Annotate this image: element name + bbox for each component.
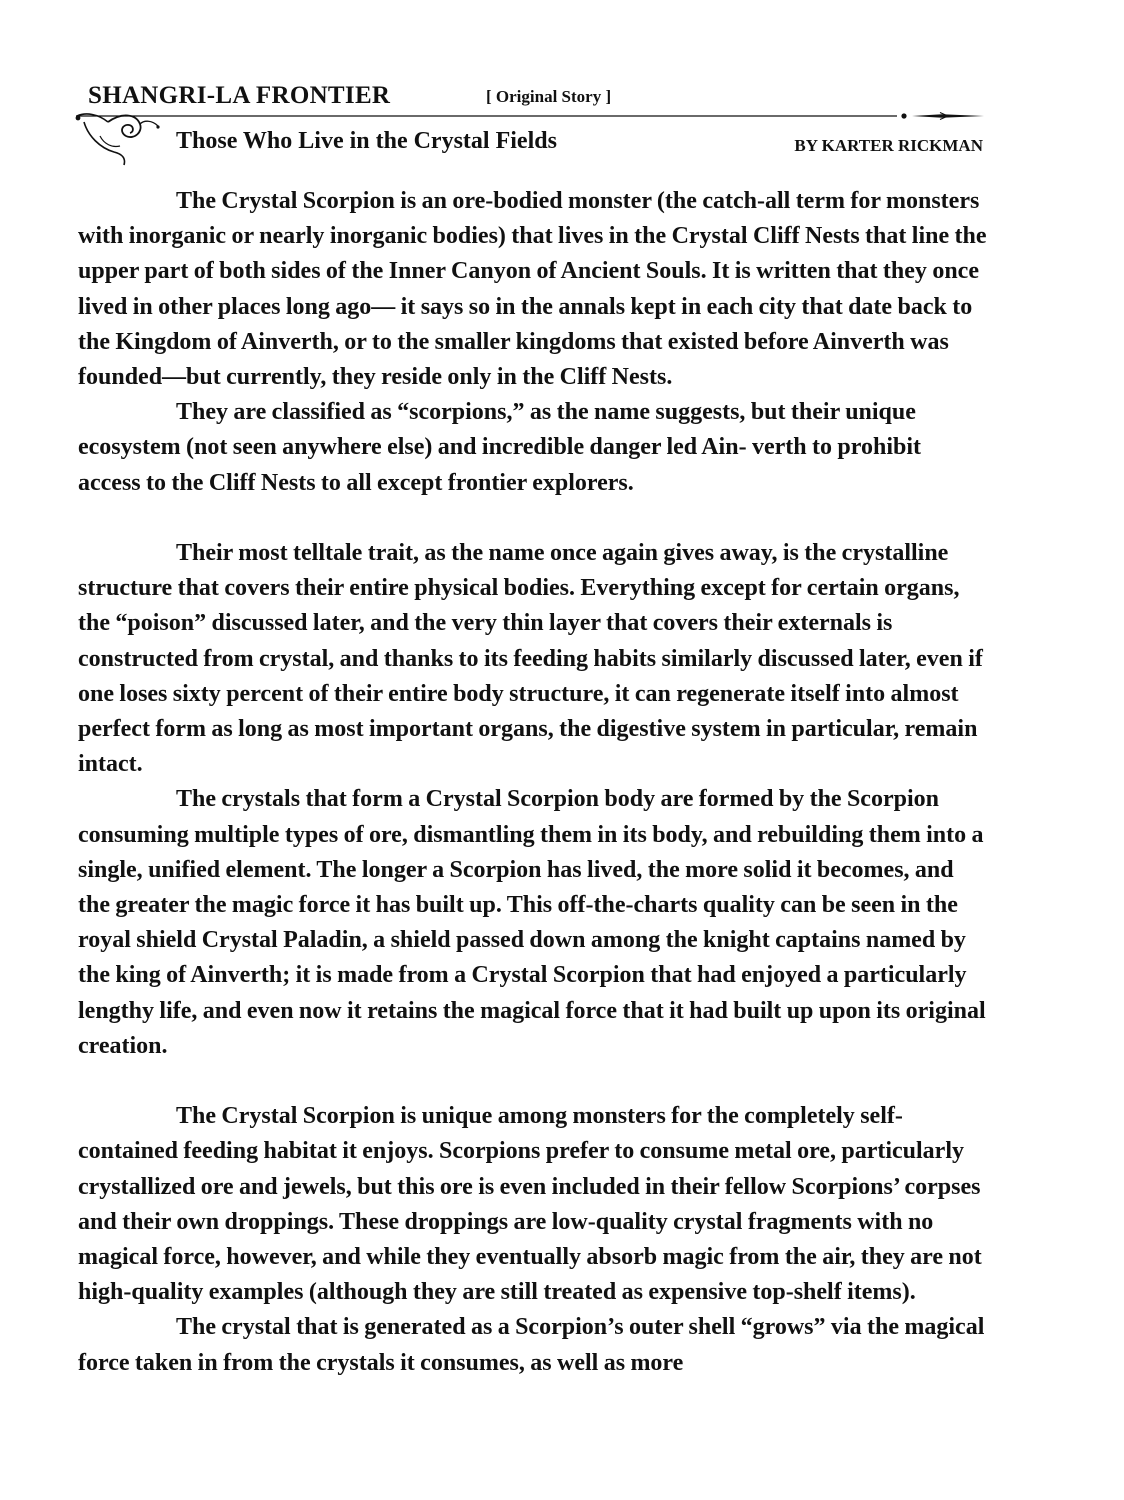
paragraph: The crystals that form a Crystal Scorpion body are formed by the Scorpion consuming multiple types of ore, dismantling them in its body, and rebuilding them into a single, unified element. The longer a Scorpion has lived, the more solid it becomes, and the greater the magic force it has built up. This off-the-charts quality can be seen in the royal shield Crystal Paladin, a shield passed down among the knight captains named by the king of Ainverth; it is made from a Crystal Scorpion that had enjoyed a particularly lengthy life, and even now it retains the magical force that it had built up upon its original creation. <box>78 786 986 1059</box>
paragraph: They are classified as “scorpions,” as the name suggests, but their unique ecosystem (not seen anywhere else) and incredible danger led Ain- verth to prohibit access to the Cliff Nests to all except frontier explorers. <box>78 399 921 496</box>
paragraph: Their most telltale trait, as the name once again gives away, is the crystalline structure that covers their entire physical bodies. Everything except for certain organs, the “poison” discussed later, and the very thin layer that covers their externals is constructed from crystal, and thanks to its feeding habits similarly discussed later, even if one loses sixty percent of their entire body structure, it can regenerate itself into almost perfect form as long as most important organs, the digestive system in particular, remain intact. <box>78 540 983 778</box>
paragraph: The Crystal Scorpion is an ore-bodied monster (the catch-all term for monsters with inorganic or nearly inorganic bodies) that lives in the Crystal Cliff Nests that line the upper part of both sides of the Inner Canyon of Ancient Souls. It is written that they once lived in other places long ago— it says so in the annals kept in each city that date back to the Kingdom of Ainverth, or to the smaller kingdoms that existed before Ainverth was founded—but currently, they reside only in the Cliff Nests. <box>78 188 987 391</box>
article-body <box>78 184 988 1381</box>
header-rule-ornament <box>72 106 987 126</box>
original-story-tag: [ Original Story ] <box>486 87 612 106</box>
series-title: SHANGRI-LA FRONTIER <box>88 82 391 109</box>
paragraph: The Crystal Scorpion is unique among monsters for the completely self-contained feeding habitat it enjoys. Scorpions prefer to consume metal ore, particularly crystallized ore and jewels, but this ore is even included in their fellow Scorpions’ corpses and their own droppings. These droppings are low-quality crystal fragments with no magical force, however, and while they eventually absorb magic from the air, they are not high-quality examples (although they are still treated as expensive top-shelf items). <box>78 1103 982 1306</box>
author-byline: BY KARTER RICKMAN <box>794 136 983 155</box>
flourish-ornament-icon <box>74 110 164 168</box>
article-title: Those Who Live in the Crystal Fields <box>176 128 557 154</box>
paragraph: The crystal that is generated as a Scorpion’s outer shell “grows” via the magical force taken in from the crystals it consumes, as well as more <box>78 1314 985 1376</box>
